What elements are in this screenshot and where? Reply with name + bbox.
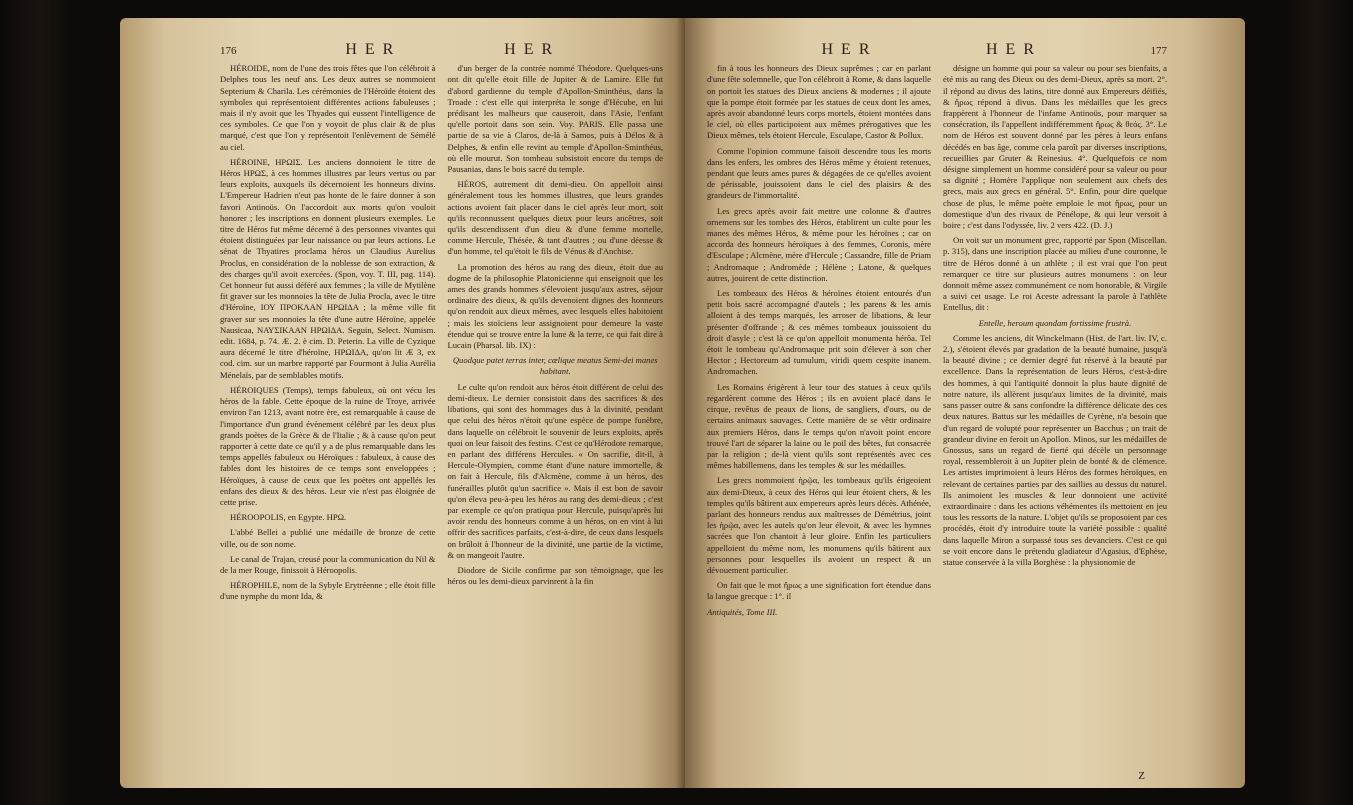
left-running-head-1: H E R: [345, 41, 396, 58]
paragraph: désigne un homme qui pour sa valeur ou pour ses bienfaits, a été mis au rang des Dieux ou des demi-Dieux, après sa mort. 2°. il répond au divus des latins, titre donné aux Empereurs déifiés, & ἥρως répond à divus. Dans les médailles que les grecs frappèrent à l'honneur de l'infame Antinoüs, pour marquer sa consécration, ils l'appellent indifféremment ἥρως & θεός. 3°. Le nom de Héros est souvent donné par les pères à leurs enfans décédés en bas âge, comme cela paroît par diverses inscriptions, recueillies par Gruter & Reinesius. 4°. Quelquefois ce nom désigne simplement un homme considéré pour sa valeur ou pour sa dignité ; Homère l'applique non seulement aux chefs des grecs, mais aux grecs en général. 5°. Enfin, pour dire quelque chose de plus, le même poète emploie le mot ἥρως, pour un domestique d'un des rivaux de Pénélope, & qui leur versoit à boire ; c'est dans l'odyssée, liv. 2 vers 422. (D. J.): [943, 63, 1167, 231]
paragraph: On fait que le mot ἥρως a une signification fort étendue dans la langue grecque : 1°. il: [707, 580, 931, 602]
paragraph: HÉROIDE, nom de l'une des trois fêtes que l'on célébroit à Delphes tous les neuf ans. Les deux autres se nommoient Septerium & Charila. Les cérémonies de l'Héroïde étoient des symboles qui représentoient différentes actions fabuleuses ; mais il n'y avoit que les Thyades qui eussent l'intelligence de ces symboles. Ce que l'on y voyoit de plus clair & de plus marqué, c'est que l'on y représentoit l'enlèvement de Sémélé au ciel.: [220, 63, 436, 152]
paragraph: Le culte qu'on rendoit aux héros étoit différent de celui des demi-dieux. Le dernier consistoit dans des sacrifices & des libations, qui sont des hommages dus à la divinité, pendant que celui des héros n'étoit qu'une espèce de pompe funèbre, dans laquelle on célébroit le souvenir de leurs exploits, après quoi on leur faisoit des festins. C'est ce qu'Hérodote remarque, en parlant des différens Hercules. « On sacrifie, dit-il, à Hercule-Olympien, comme étant d'une nature immortelle, & on fait à Hercule, fils d'Alcmène, comme à un héros, des funérailles plutôt qu'un sacrifice ». Mais il est bon de savoir qu'on éleva peu-à-peu les héros au rang des demi-dieux ; c'est par exemple ce qu'on pratiqua pour Hercule, puisqu'après lui avoir rendu des honneurs comme à un héros, on en vint à lui offrir des sacrifices parfaits, c'est-à-dire, de ceux dans lesquels on brûloit à l'honneur de la divinité, une partie de la victime, & on mangeoit l'autre.: [447, 381, 663, 560]
paragraph: On voit sur un monument grec, rapporté par Spon (Miscellan. p. 315), dans une inscription placée au milieu d'une couronne, le titre de Héros donné à un athlète ; il est vrai que l'on peut remarquer ce titre sur plusieurs autres monumens : on leur donnoit même assez communément ce nom honorable, & Virgile a suivi cet usage. Le roi Aceste adressant la parole à l'athlète Entellus, dit :: [943, 235, 1167, 313]
left-page: [120, 18, 685, 788]
left-page-header: [220, 41, 663, 58]
paragraph: HÉROPHILE, nom de la Sybyle Erytréenne ; elle étoit fille d'une nymphe du mont Ida, &: [220, 580, 436, 602]
left-page-column-1: [220, 63, 436, 606]
right-page-header: [707, 41, 1167, 58]
right-page-column-2: [943, 63, 1167, 622]
latin-quote: Entelle, heroum quondam fortissime frustrà.: [978, 317, 1132, 328]
right-page-number: 177: [1150, 45, 1167, 57]
signature-mark: Z: [1138, 769, 1145, 782]
latin-quote: Quodque patet terras inter, cœlique meatus Semi-dei manes habitant.: [452, 355, 658, 377]
left-page-number: 176: [220, 45, 237, 57]
paragraph: L'abbé Bellei a publié une médaille de bronze de cette ville, ou de son nome.: [220, 527, 436, 549]
right-page-column-1: [707, 63, 931, 622]
paragraph: La promotion des héros au rang des dieux, étoit due au dogme de la philosophie Platonicienne qui enseignoit que les ames des grands hommes s'élevoient jusqu'aux astres, séjour ordinaire des dieux, & qu'ils devenoient dignes des honneurs qu'on rendoit aux dieux mêmes, avec lesquels elles habitoient ; mais les stoïciens leur assignoient pour demeure la vaste étendue qui se trouve entre la lune & la terre, ce qui fait dire à Lucain (Pharsal. lib. IX) :: [447, 261, 663, 351]
left-running-head-2: H E R: [504, 41, 555, 58]
paragraph: Diodore de Sicile confirme par son témoignage, que les héros ou les demi-dieux parvinrent à la fin: [447, 564, 663, 587]
right-running-head-1: H E R: [821, 41, 872, 58]
paragraph: HÉROINE, ΗΡΩΙΣ. Les anciens donnoient le titre de Héros ΗΡΩΣ, à ces hommes illustres par leurs vertus ou par leurs exploits, auxquels ils décernoient les honneurs divins. L'Empereur Hadrien n'eut pas honte de le faire donner à son favori Antinoüs. On l'accordoit aux morts qu'on vouloit honorer ; les inscriptions en donnent plusieurs exemples. Le titre de Héros fut même décerné à des personnes vivantes qui étoient distinguées par leur naissance ou par leurs actions. Le sénat de Thyatires proclama héros un Claudius Aurelius Proclus, en considération de la noblesse de son extraction, & des charges qu'il avoit exercées. (Spon, voy. T. III, pag. 114). Cet honneur fut aussi déféré aux femmes ; la ville de Mytilène fit graver sur les monnoies la tête de Julia Procla, avec le titre d'Héroïne, ΙΟΥ ΠΡΟΚΛΑΝ ΗΡΩΙΔΑ ; la même ville fit graver sur ses monnoies la tête d'une autre Héroïne, appelée Nausicaa, ΝΑΥΣΙΚΑΑΝ ΗΡΩΙΔΑ. Seguin, Select. Numism. edit. 1684, p. 74. Æ. 2. è cim. D. Peterin. La ville de Cyzique aura décerné le titre d'héroïne, ΗΡΩΙΔΑ, qu'on lit Æ 3, ex cod. cim. sur un marbre rapporté par Fourmont à Julia Aurélia Ménelaïs, par de semblables motifs.: [220, 156, 436, 380]
paragraph: Les grecs après avoir fait mettre une colonne & d'autres ornemens sur les tombes des Héros, établirent un culte pour les manes des mêmes Héros, & même pour les héroïnes ; car on accorda des honneurs héroïques à des femmes, Coronis, mère d'Esculape ; Alcmène, mère d'Hercule ; Cassandre, fille de Priam ; Andromaque ; Andromède ; Hélène ; Latone, & quelques autres, jouirent de cette distinction.: [707, 205, 931, 283]
paragraph: HÉROS, autrement dit demi-dieu. On appelloit ainsi généralement tous les hommes illustres, que leurs grandes actions avoient fait placer dans le ciel après leur mort, soit qu'ils reconnussent quelques dieux pour leurs ancêtres, soit qu'ils descendissent d'un dieu & d'une femme mortelle, comme Hercule, Thésée, & tant d'autres ; ou d'une déesse & d'un homme, tel qu'étoit le fils de Vénus & d'Anchise.: [447, 179, 663, 257]
volume-signature: Antiquités, Tome III.: [707, 606, 778, 617]
paragraph: Comme les anciens, dit Winckelmann (Hist. de l'art. liv. IV, c. 2.), s'étoient élevés par gradation de la beauté humaine, jusqu'à la beauté divine ; ce dernier degré fut réservé à la beauté par excellence. Dans la représentation de leurs Héros, c'est-à-dire des hommes, à qui l'antiquité donnoit la plus haute dignité de notre nature, ils allèrent jusqu'aux limites de la divinité, mais sans passer outre & sans confondre la différence délicate des ces deux natures. Battus sur les médailles de Cyrène, n'a besoin que d'un regard de volupté pour représenter un Bacchus ; un trait de grandeur divine en feroit un Apollon. Minos, sur les médailles de Gnossus, sans un regard de fierté qui décèle un personnage royal, ressembleroit à un Jupiter plein de bonté & de clémence. Les artistes imprimoient à leurs Héros des formes héroïques, en relevant de certaines parties par des saillies au dessus du naturel. Ils animoient les muscles & leur donnoient une activité extraordinaire : dans les actions véhémentes ils mettoient en jeu tous les ressorts de la nature. L'objet qu'ils se proposoient par ces procédés, étoit d'y introduire toute la variété possible : qualité dans laquelle Miron a surpassé tous ses devanciers. C'est ce qui se voit encore dans le prétendu gladiateur d'Agasius, d'Ephèse, statue conservée à la villa Borghèse : la physionomie de: [943, 332, 1167, 567]
right-page: [685, 18, 1245, 788]
paragraph: d'un berger de la contrée nommé Théodore. Quelques-uns ont dit qu'elle étoit fille de Jupiter & de Lamire. Elle fut d'abord gardienne du temple d'Apollon-Sminthéus, dans la Troade : c'est elle qui interpréta le songe d'Hécube, en lui prédisant les malheurs que causeroit, dans l'Asie, l'enfant qu'elle portoit dans son sein. Voy. PARIS. Elle passa une partie de sa vie à Claros, de-là à Samos, puis à Délos & à Delphes, & enfin elle revint au temple d'Apollon-Sminthéus, où elle mourut. Son tombeau subsistoit encore du temps de Pausanias, dans le bois sacré du temple.: [447, 63, 663, 175]
paragraph: HÉROOPOLIS, en Egypte. ΗΡΩ.: [230, 512, 347, 523]
left-page-column-2: [448, 63, 664, 606]
right-running-head-2: H E R: [986, 41, 1036, 58]
paragraph: Le canal de Trajan, creusé pour la communication du Nil & de la mer Rouge, finissoit à Héroopolis.: [220, 553, 436, 575]
paragraph: Les grecs nommoient ἡρῷα, les tombeaux qu'ils érigeoient aux demi-Dieux, à ceux des Héros qui leur étoient chers, & les temples qu'ils bâtirent aux empereurs après leurs décès. Athénée, parlant des honneurs rendus aux maîtresses de Démétrius, joint les ἡρῷα, avec les autels qu'on leur élevoit, & avec les hymnes sacrées que l'on chantoit à leur gloire. Enfin les particuliers appelloient du même nom, les monumens qu'ils bâtirent aux personnes pour lesquelles ils avoient un respect & un dévouement particulier.: [707, 475, 931, 575]
paragraph: fin à tous les honneurs des Dieux suprêmes ; car en parlant d'une fête solemnelle, que l'on célébroit à Rome, & dans laquelle on portoit les statues des Dieux anciens & modernes ; il ajoute que la pompe étoit formée par les statues de ceux dont les ames, après avoir abandonné leurs corps mortels, étoient montées dans le ciel, où elles participoient aux mêmes prérogatives que les Dieux mêmes, tels étoient Hercule, Esculape, Castor & Pollux.: [707, 63, 931, 141]
paragraph: Comme l'opinion commune faisoit descendre tous les morts dans les enfers, les ombres des Héros même y étoient retenues, pendant que leurs ames pures & dégagées de ce qu'elles avoient de périssable, jouissoient dans le ciel des plaisirs & des grandeurs de l'immortalité.: [707, 145, 931, 201]
paragraph: Les tombeaux des Héros & héroïnes étoient entourés d'un petit bois sacré accompagné d'autels ; les parens & les amis alloient à des temps marqués, les arroser de libations, & leur présenter d'offrande ; & ces mêmes tombeaux jouissoient du droit d'asyle ; c'est là ce qu'on appelloit monumenta hérôa. Tel étoit le tombeau qu'Andromaque prit soin d'élever à son cher Hector ; Hectoreum ad tumulum, viridi quem cespite inanem. Andromachen.: [707, 288, 931, 377]
paragraph: Les Romains érigèrent à leur tour des statues à ceux qu'ils regardèrent comme des Héros ; ils en avoient placé dans le cirque, revêtus de peaux de lions, de sangliers, d'ours, ou de certains animaux sauvages. Cette manière de se vêtir ordinaire aux premiers Héros, dans le temps qu'on n'avoit point encore trouvé l'art de séparer la laine ou le poil des bêtes, fut consacrée par la religion ; de-là vient qu'ils sont représentés avec ces mêmes habillemens, dans les temples & sur les médailles.: [707, 381, 931, 471]
paragraph: HÉROIQUES (Temps), temps fabuleux, où ont vécu les héros de la fable. Cette époque de la ruine de Troye, arrivée environ l'an 1213, avant notre ère, est remarquable à cause de l'importance d'un grand évènement célébré par les deux plus grands poètes de la Grèce & de l'Italie ; & à cause qu'on peut rapporter à cette date ce qu'il y a de plus remarquable dans les temps appellés fabuleux ou Héroïques : fabuleux, à cause des fables dont les histoires de ce temps sont enveloppées ; Héroïques, à cause de ceux que les poètes ont appellés les enfans des dieux & des héros. Leur vie n'est pas éloignée de cette prise.: [220, 384, 436, 507]
